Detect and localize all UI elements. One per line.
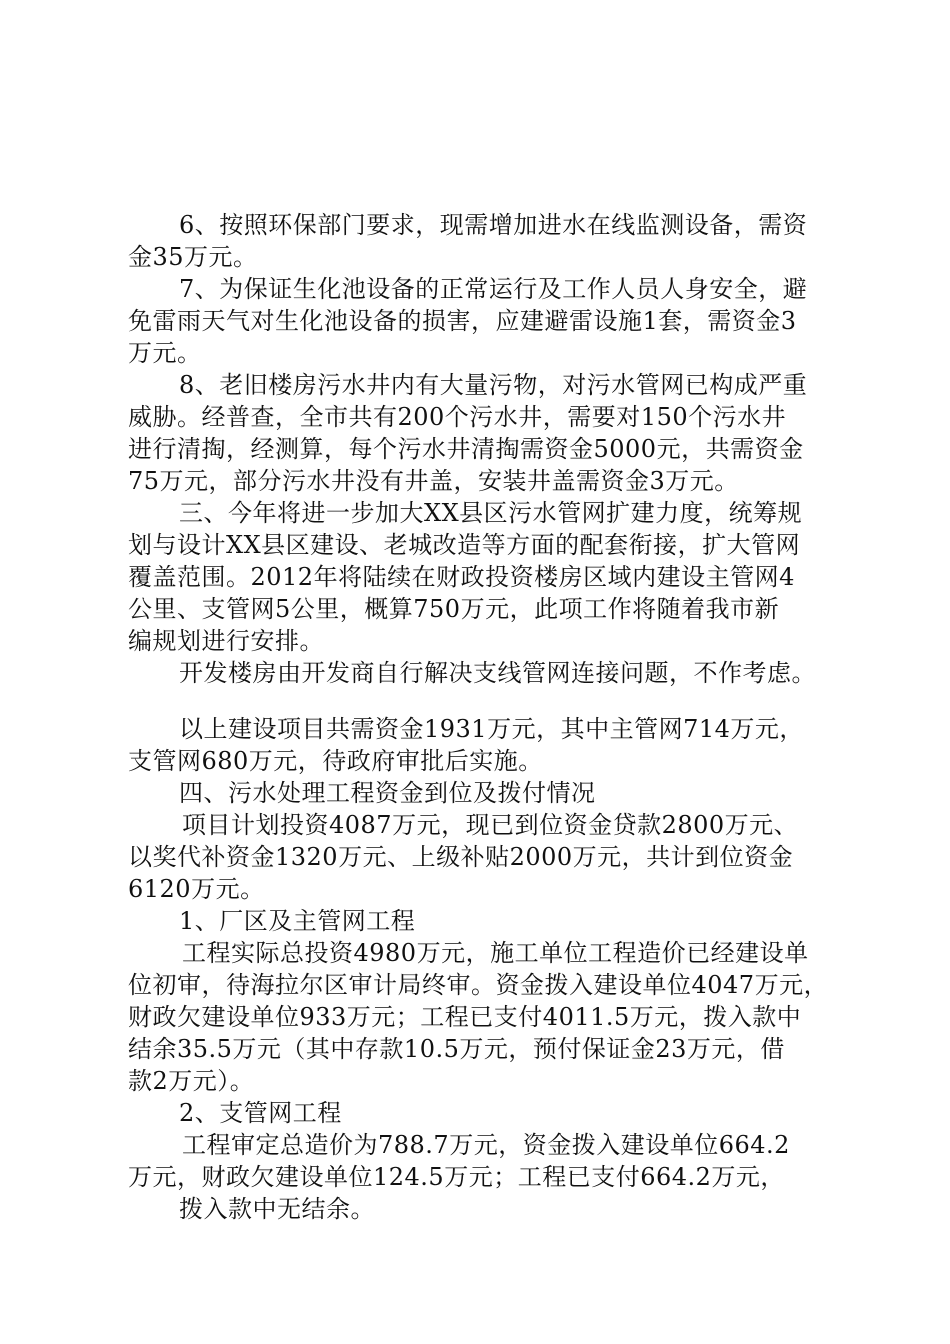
subsection-1-heading: 1、厂区及主管网工程 [179,907,416,935]
paragraph-7-line-2: 免雷雨天气对生化池设备的损害，应建避雷设施1套，需资金3 [128,307,797,335]
subsection-1-line-3: 财政欠建设单位933万元；工程已支付4011.5万元，拨入款中 [128,1003,802,1031]
subsection-2-line-2: 万元，财政欠建设单位124.5万元；工程已支付664.2万元， [128,1163,785,1191]
paragraph-6-line-2: 金35万元。 [128,243,258,271]
paragraph-6-line-1: 6、按照环保部门要求，现需增加进水在线监测设备，需资 [179,211,808,239]
subsection-1-line-4: 结余35.5万元（其中存款10.5万元，预付保证金23万元，借 [128,1035,785,1063]
subsection-2-heading: 2、支管网工程 [179,1099,342,1127]
section-3-line-1: 三、今年将进一步加大XX县区污水管网扩建力度，统筹规 [179,499,803,527]
section-3-line-2: 划与设计XX县区建设、老城改造等方面的配套衔接，扩大管网 [128,531,801,559]
subsection-2-line-1: 工程审定总造价为788.7万元，资金拨入建设单位664.2 [182,1131,790,1159]
subsection-1-line-2: 位初审，待海拉尔区审计局终审。资金拨入建设单位4047万元， [128,971,829,999]
subsection-2-line-3: 拨入款中无结余。 [179,1195,375,1223]
subsection-1-line-1: 工程实际总投资4980万元，施工单位工程造价已经建设单 [182,939,809,967]
paragraph-8-line-1: 8、老旧楼房污水井内有大量污物，对污水管网已构成严重 [179,371,808,399]
summary-line-1: 以上建设项目共需资金1931万元，其中主管网714万元， [179,715,804,743]
paragraph-7-line-1: 7、为保证生化池设备的正常运行及工作人员人身安全，避 [179,275,808,303]
section-3-line-3: 覆盖范围。2012年将陆续在财政投资楼房区域内建设主管网4 [128,563,795,591]
section-3-line-5: 编规划进行安排。 [128,627,324,655]
section-3-line-4: 公里、支管网5公里，概算750万元，此项工作将随着我市新 [128,595,780,623]
paragraph-8-line-3: 进行清掏，经测算，每个污水井清掏需资金5000元，共需资金 [128,435,804,463]
investment-line-3: 6120万元。 [128,875,265,903]
paragraph-8-line-2: 威胁。经普查，全市共有200个污水井，需要对150个污水井 [128,403,787,431]
paragraph-8-line-4: 75万元，部分污水井没有井盖，安装井盖需资金3万元。 [128,467,739,495]
investment-line-2: 以奖代补资金1320万元、上级补贴2000万元，共计到位资金 [128,843,794,871]
summary-line-2: 支管网680万元，待政府审批后实施。 [128,747,543,775]
paragraph-7-line-3: 万元。 [128,339,202,367]
developer-note-line: 开发楼房由开发商自行解决支线管网连接问题，不作考虑。 [179,659,816,687]
subsection-1-line-5: 款2万元）。 [128,1067,255,1095]
section-4-heading: 四、污水处理工程资金到位及拨付情况 [179,779,596,807]
investment-line-1: 项目计划投资4087万元，现已到位资金贷款2800万元、 [182,811,799,839]
